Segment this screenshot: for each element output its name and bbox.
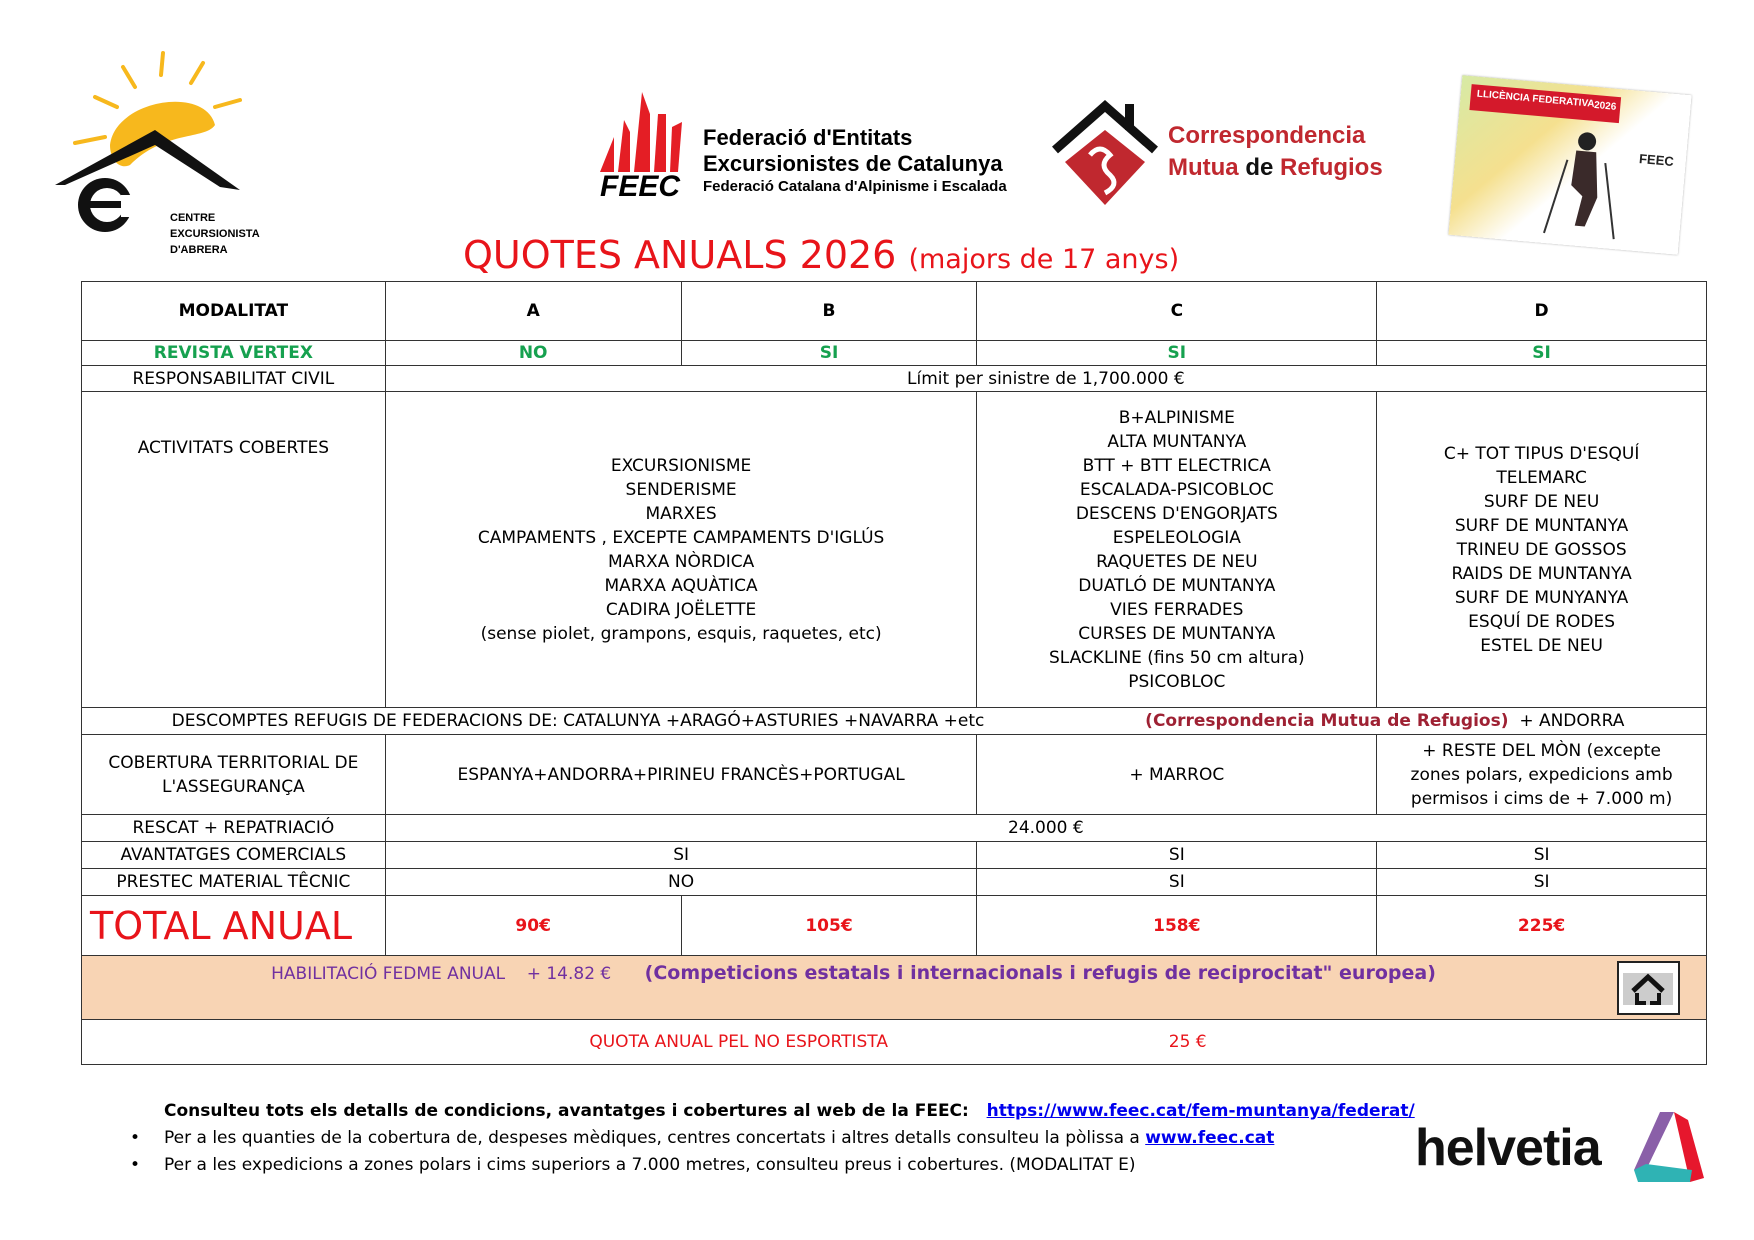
table-row-revista: [82, 341, 1707, 366]
list-item: ESPELEOLOGIA: [1112, 527, 1241, 548]
cobertura-d-line1: + RESTE DEL MÒN (excepte: [1422, 740, 1661, 761]
list-item: RAIDS DE MUNTANYA: [1451, 563, 1632, 584]
house-puzzle-icon: [1050, 100, 1160, 210]
list-item: (sense piolet, grampons, esquis, raquetes, etc): [480, 623, 882, 644]
cobertura-ab: ESPANYA+ANDORRA+PIRINEU FRANCÈS+PORTUGAL: [385, 735, 977, 815]
helvetia-wordmark: helvetia: [1415, 1119, 1601, 1177]
revista-c: SI: [977, 341, 1377, 366]
list-item: SENDERISME: [625, 479, 737, 500]
cobertura-label-line1: COBERTURA TERRITORIAL DE: [108, 752, 359, 773]
fedme-amount: + 14.82 €: [526, 963, 612, 984]
list-item: ESCALADA-PSICOBLOC: [1079, 479, 1274, 500]
no-esportista-cell: [82, 1020, 1707, 1065]
reciprocity-refuge-icon: [1617, 961, 1680, 1015]
list-item: EXCURSIONISME: [610, 455, 752, 476]
list-item: SURF DE MUNYANYA: [1454, 587, 1629, 608]
list-item: DUATLÓ DE MUNTANYA: [1078, 575, 1276, 596]
fedme-cell: [82, 956, 1707, 1020]
feec-name-line3: Federació Catalana d'Alpinisme i Escalada: [703, 178, 1007, 195]
activitats-c-list: [977, 392, 1377, 708]
modality-d-header: D: [1377, 282, 1707, 341]
list-item: MARXA NÒRDICA: [607, 551, 755, 572]
list-item: ESTEL DE NEU: [1480, 635, 1603, 656]
prestec-ab: NO: [385, 869, 977, 896]
table-row-descomptes: [82, 708, 1707, 735]
fedme-label: HABILITACIÓ FEDME ANUAL: [271, 963, 506, 984]
list-item: SLACKLINE (fins 50 cm altura): [1048, 647, 1305, 668]
list-item: CURSES DE MUNTANYA: [1078, 623, 1276, 644]
club-name-line2: EXCURSIONISTA: [170, 228, 260, 240]
list-item: TELEMARC: [1496, 467, 1587, 488]
rescat-value: 24.000 €: [385, 815, 1706, 842]
list-item: MARXES: [645, 503, 717, 524]
list-item: MARXA AQUÀTICA: [604, 575, 758, 596]
descomptes-suffix: + ANDORRA: [1519, 711, 1625, 731]
feec-home-link[interactable]: www.feec.cat: [1145, 1128, 1275, 1148]
list-item: RAQUETES DE NEU: [1096, 551, 1258, 572]
list-item: DESCENS D'ENGORJATS: [1075, 503, 1278, 524]
prestec-d: SI: [1377, 869, 1707, 896]
cobertura-label: [82, 735, 386, 815]
avantatges-ab: SI: [385, 842, 977, 869]
feec-logo: [600, 92, 1040, 207]
modality-b-header: B: [681, 282, 977, 341]
license-card-brand: FEEC: [1638, 151, 1675, 169]
table-row-total: [82, 896, 1707, 956]
license-card-image: [1448, 75, 1691, 254]
modality-a-header: A: [385, 282, 681, 341]
list-item: CAMPAMENTS , EXCEPTE CAMPAMENTS D'IGLÚS: [477, 527, 885, 548]
helvetia-logo: [1415, 1108, 1715, 1193]
total-b: 105€: [681, 896, 977, 956]
list-item: C+ TOT TIPUS D'ESQUÍ: [1443, 443, 1640, 464]
total-label: TOTAL ANUAL: [82, 896, 386, 956]
avantatges-label: AVANTATGES COMERCIALS: [82, 842, 386, 869]
cmr-logo: [1050, 100, 1390, 210]
descomptes-text: DESCOMPTES REFUGIS DE FEDERACIONS DE: CATALUNYA +ARAGÓ+ASTURIES +NAVARRA +etc: [171, 711, 985, 731]
total-a: 90€: [385, 896, 681, 956]
club-name-line1: CENTRE: [170, 212, 216, 224]
title-subtitle: (majors de 17 anys): [908, 244, 1180, 275]
footer-notes: [130, 1098, 1415, 1179]
footer-intro: Consulteu tots els detalls de condicions, avantatges i cobertures al web de la FEEC:: [164, 1101, 969, 1121]
prestec-label: PRESTEC MATERIAL TÊCNIC: [82, 869, 386, 896]
feec-name-line1: Federació d'Entitats: [703, 125, 913, 150]
table-row-rescat: [82, 815, 1707, 842]
modality-c-header: C: [977, 282, 1377, 341]
list-item: BTT + BTT ELECTRICA: [1082, 455, 1271, 476]
activitats-d-list: [1377, 392, 1707, 708]
title-main: QUOTES ANUALS 2026: [463, 233, 897, 277]
responsabilitat-value: Límit per sinistre de 1,700.000 €: [385, 366, 1706, 392]
no-esportista-amount: 25 €: [1168, 1032, 1207, 1052]
list-item: VIES FERRADES: [1110, 599, 1244, 620]
prestec-c: SI: [977, 869, 1377, 896]
feec-name-line2: Excursionistes de Catalunya: [703, 151, 1003, 176]
table-header-row: [82, 282, 1707, 341]
list-item: ESQUÍ DE RODES: [1468, 611, 1615, 632]
activitats-label: ACTIVITATS COBERTES: [82, 392, 386, 708]
modalitat-header: MODALITAT: [82, 282, 386, 341]
table-row-activitats: [82, 392, 1707, 708]
feec-towers-icon: [600, 92, 700, 172]
club-name-line3: D'ABRERA: [170, 244, 228, 256]
table-row-no-esportista: [82, 1020, 1707, 1065]
revista-d: SI: [1377, 341, 1707, 366]
revista-a: NO: [385, 341, 681, 366]
cobertura-d-line3: permisos i cims de + 7.000 m): [1410, 788, 1673, 809]
cmr-word-refugios: Refugios: [1280, 154, 1383, 181]
cobertura-c: + MARROC: [977, 735, 1377, 815]
cobertura-d: [1377, 735, 1707, 815]
total-d: 225€: [1377, 896, 1707, 956]
activitats-ab-list: [385, 392, 977, 708]
page-title: [463, 233, 1179, 277]
descomptes-highlight: (Correspondencia Mutua de Refugios): [1145, 711, 1509, 731]
bullet-icon: •: [130, 1128, 141, 1148]
feec-abbr: FEEC: [600, 170, 681, 203]
responsabilitat-label: RESPONSABILITAT CIVIL: [82, 366, 386, 392]
list-item: ALTA MUNTANYA: [1107, 431, 1247, 452]
list-item: CADIRA JOËLETTE: [605, 599, 757, 620]
list-item: SURF DE MUNTANYA: [1454, 515, 1629, 536]
cmr-word-mutua: Mutua: [1168, 154, 1239, 181]
list-item: TRINEU DE GOSSOS: [1456, 539, 1627, 560]
cmr-word-de: de: [1245, 154, 1274, 181]
revista-b: SI: [681, 341, 977, 366]
avantatges-c: SI: [977, 842, 1377, 869]
list-item: SURF DE NEU: [1483, 491, 1600, 512]
fees-table: [81, 281, 1707, 1065]
cobertura-d-line2: zones polars, expedicions amb: [1410, 764, 1673, 785]
table-row-responsabilitat: [82, 366, 1707, 392]
cmr-name-line1: Correspondencia: [1168, 122, 1366, 149]
helvetia-triangle-icon: [1630, 1108, 1710, 1188]
footer-bullet-2: Per a les expedicions a zones polars i cims superiors a 7.000 metres, consulteu preus i cobertures. (MODALITAT E): [164, 1155, 1136, 1175]
list-item: B+ALPINISME: [1118, 407, 1235, 428]
descomptes-cell: [82, 708, 1707, 735]
fedme-note: (Competicions estatals i internacionals i refugis de reciprocitat" europea): [644, 961, 1436, 984]
avantatges-d: SI: [1377, 842, 1707, 869]
footer-bullet-1: Per a les quanties de la cobertura de, despeses mèdiques, centres concertats i altres detalls consulteu la pòlissa a: [164, 1128, 1140, 1148]
table-row-cobertura: [82, 735, 1707, 815]
revista-label: REVISTA VERTEX: [82, 341, 386, 366]
feec-federat-link[interactable]: https://www.feec.cat/fem-muntanya/federat/: [986, 1101, 1415, 1121]
table-row-fedme: [82, 956, 1707, 1020]
no-esportista-label: QUOTA ANUAL PEL NO ESPORTISTA: [589, 1032, 888, 1052]
table-row-avantatges: [82, 842, 1707, 869]
total-c: 158€: [977, 896, 1377, 956]
rescat-label: RESCAT + REPATRIACIÓ: [82, 815, 386, 842]
list-item: PSICOBLOC: [1128, 671, 1226, 692]
license-card-title: LLICÈNCIA FEDERATIVA: [1476, 88, 1596, 110]
cobertura-label-line2: L'ASSEGURANÇA: [162, 776, 305, 797]
table-row-prestec: [82, 869, 1707, 896]
club-logo: [55, 45, 285, 265]
bullet-icon: •: [130, 1155, 141, 1175]
license-card-year: 2026: [1593, 99, 1617, 113]
